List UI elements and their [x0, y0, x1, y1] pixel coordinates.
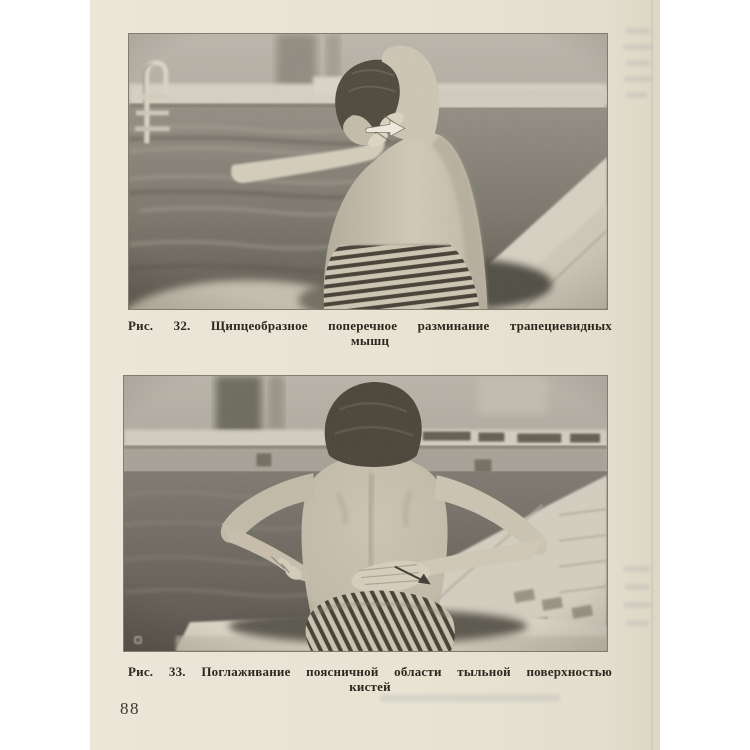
figure-32-caption — [128, 319, 612, 349]
figure-32-caption-line2: мышц — [350, 333, 390, 348]
figure-32-photo — [128, 33, 608, 310]
photo-vignette — [129, 34, 607, 309]
figure-33-caption-line1: Рис. 33. Поглаживание поясничной области тыльной поверхностью — [128, 664, 612, 679]
photo-vignette — [124, 376, 607, 651]
figure-33-caption-line2: кистей — [349, 679, 391, 694]
pool-scene-neck-massage — [129, 34, 607, 309]
figure-33-photo — [123, 375, 608, 652]
figure-33-caption — [128, 665, 612, 695]
pool-scene-lumbar-massage — [124, 376, 607, 651]
book-page — [90, 0, 660, 750]
figure-32-caption-line1: Рис. 32. Щипцеобразное поперечное разминание трапециевидных — [128, 318, 612, 333]
page-number: 88 — [120, 699, 140, 718]
